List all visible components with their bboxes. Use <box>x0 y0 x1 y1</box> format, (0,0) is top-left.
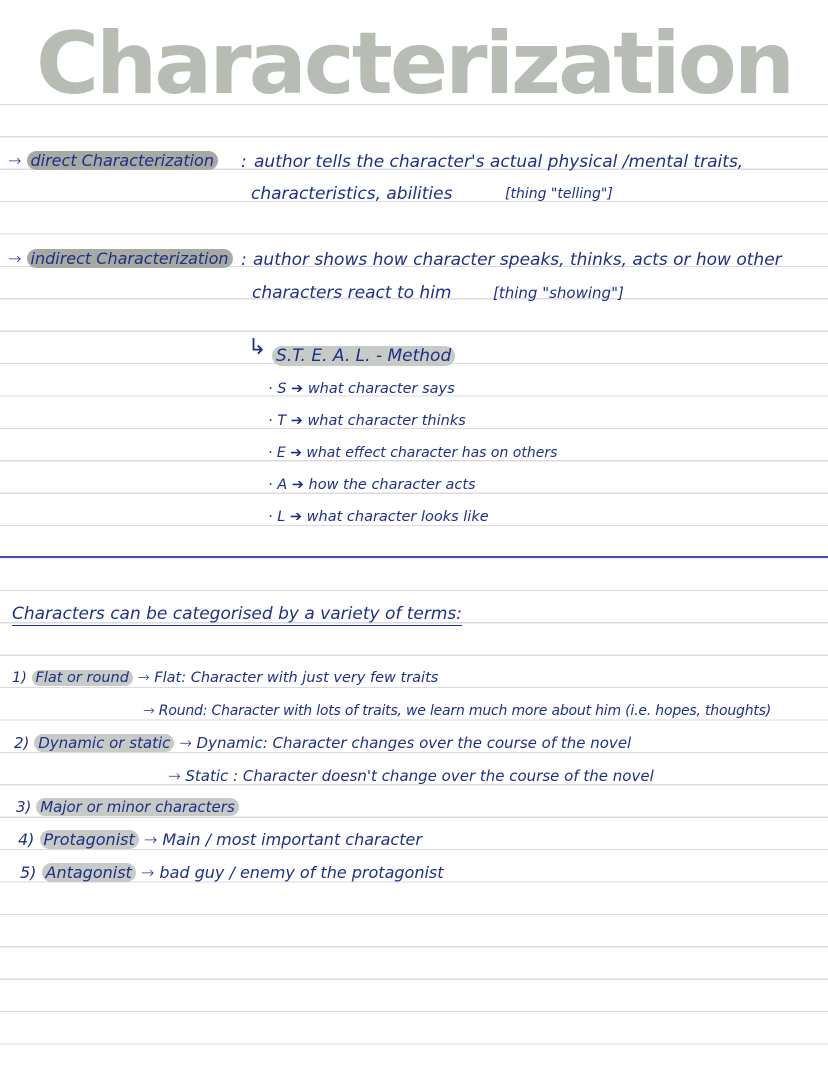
item-number: 3) <box>16 798 32 816</box>
page-title: Characterization <box>35 14 793 114</box>
arrow-icon: → <box>143 830 158 849</box>
arrow-icon: → <box>8 249 22 268</box>
categories-heading-text: Characters can be categorised by a variety of terms: <box>12 604 462 624</box>
branch-arrow-icon: ↳ <box>248 335 267 360</box>
direct-note: [thing "telling"] <box>505 186 613 202</box>
item-text: bad guy / enemy of the protagonist <box>159 863 444 882</box>
steal-item <box>268 445 557 461</box>
steal-text: what character says <box>307 381 455 397</box>
arrow-icon: ➔ <box>291 381 304 397</box>
arrow-icon: → <box>140 863 155 882</box>
arrow-icon: ➔ <box>291 477 304 493</box>
item-term: Major or minor characters <box>36 798 239 816</box>
direct-colon: : <box>241 152 247 172</box>
item-term: Antagonist <box>42 863 136 882</box>
steal-heading <box>272 346 455 366</box>
category-item-major-minor <box>16 798 239 816</box>
steal-item <box>268 381 455 397</box>
indirect-note: [thing "showing"] <box>493 284 624 302</box>
direct-term: direct Characterization <box>27 151 218 170</box>
item-text: Main / most important character <box>162 830 422 849</box>
steal-item <box>268 509 489 525</box>
category-item-dynamic-static <box>14 734 631 752</box>
direct-line-2: characteristics, abilities <box>251 184 453 204</box>
indirect-term: indirect Characterization <box>27 249 233 268</box>
category-item-flat-round <box>12 670 438 686</box>
steal-letter: · A <box>268 477 288 493</box>
steal-text: what character looks like <box>306 509 489 525</box>
arrow-icon: → <box>179 734 192 752</box>
item-term: Dynamic or static <box>34 734 174 752</box>
item-text: Round: Character with lots of traits, we learn much more about him (i.e. hopes, thoughts) <box>158 703 772 719</box>
steal-letter: · L <box>268 509 286 525</box>
steal-letter: · T <box>268 413 287 429</box>
indirect-line-1: author shows how character speaks, thinks, acts or how other <box>253 250 782 270</box>
direct-line-1: author tells the character's actual physical /mental traits, <box>254 152 744 172</box>
item-number: 2) <box>14 734 30 752</box>
item-number: 1) <box>12 670 27 686</box>
item-term: Flat or round <box>32 670 133 686</box>
steal-heading-text: S.T. E. A. L. - Method <box>272 346 455 366</box>
arrow-icon: ➔ <box>289 509 303 525</box>
steal-letter: · S <box>268 381 287 397</box>
arrow-icon: → <box>168 767 181 785</box>
direct-entry <box>8 151 218 170</box>
indirect-entry <box>8 249 233 268</box>
steal-text: how the character acts <box>308 477 476 493</box>
item-text: Flat: Character with just very few traits <box>154 670 439 686</box>
arrow-icon: ➔ <box>290 445 302 461</box>
arrow-icon: → <box>143 703 155 719</box>
category-item-protagonist <box>18 830 422 849</box>
steal-text: what effect character has on others <box>306 445 558 461</box>
categories-heading <box>12 604 462 624</box>
arrow-icon: → <box>137 670 150 686</box>
steal-item <box>268 477 476 493</box>
arrow-icon: → <box>8 151 22 170</box>
indirect-colon: : <box>241 250 247 270</box>
item-term: Protagonist <box>40 830 139 849</box>
item-text: Static : Character doesn't change over the course of the novel <box>185 767 654 785</box>
category-subitem-round <box>143 703 771 719</box>
steal-letter: · E <box>268 445 286 461</box>
category-subitem-static <box>168 767 654 785</box>
indirect-line-2: characters react to him <box>252 283 452 303</box>
section-divider <box>0 556 828 558</box>
arrow-icon: ➔ <box>290 413 303 429</box>
item-text: Dynamic: Character changes over the course of the novel <box>196 734 632 752</box>
steal-text: what character thinks <box>307 413 466 429</box>
item-number: 4) <box>18 830 35 849</box>
category-item-antagonist <box>20 863 444 882</box>
item-number: 5) <box>20 863 37 882</box>
steal-item <box>268 413 466 429</box>
